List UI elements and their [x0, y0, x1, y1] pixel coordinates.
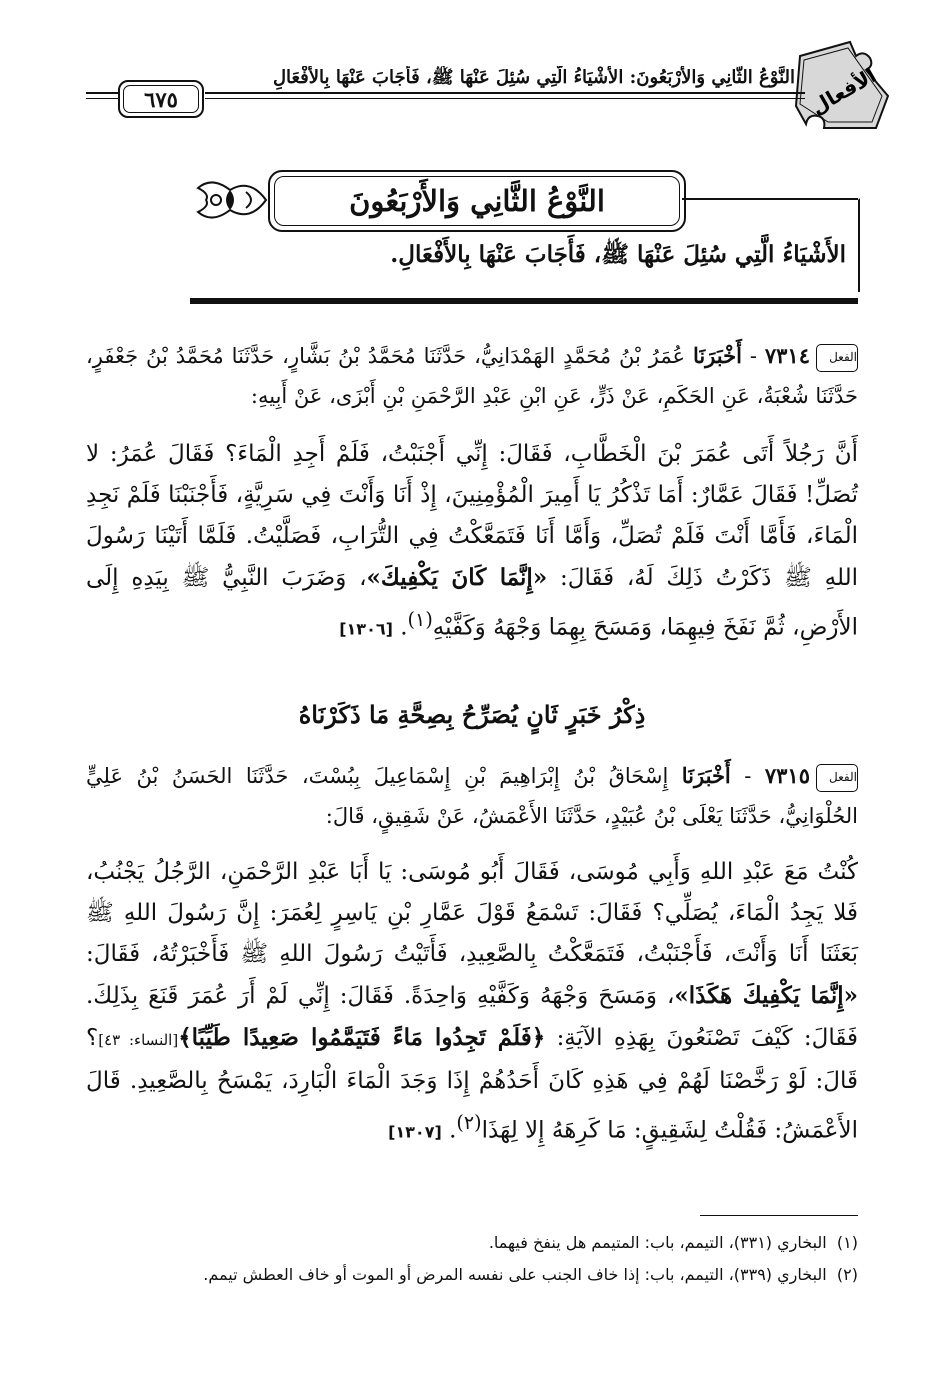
footnote-text: البخاري (٣٣٩)، التيمم، باب: إذا خاف الجنب على نفسه المرض أو الموت أو خاف العطش تيمم. [203, 1265, 827, 1284]
matn-text-2: ، وَضَرَبَ النَّبِيُّ ﷺ بِيَدِهِ إِلَى الأَرْضِ، ثُمَّ نَفَخَ فِيهِمَا، وَمَسَحَ بِهِمَا وَجْهَهُ وَكَفَّيْهِ [86, 565, 858, 641]
page-number [118, 80, 204, 118]
matn-text: أَنَّ رَجُلاً أَتَى عُمَرَ بْنَ الْخَطَّابِ، فَقَالَ: إِنِّي أَجْنَبْتُ، فَلَمْ أَجِدِ الْمَاءَ؟ فَقَالَ عُمَرُ: لا تُصَلِّ! فَقَالَ عَمَّارٌ: أَمَا تَذْكُرُ يَا أَمِيرَ الْمُؤْمِنِينَ، إِذْ أَنَا وَأَنْتَ فِي سَرِيَّةٍ، فَأَجْنَبْنَا فَلَمْ نَجِدِ الْمَاءَ، فَأَمَّا أَنْتَ فَلَمْ تُصَلِّ، وَأَمَّا أَنَا فَتَمَعَّكْتُ فِي التُّرَابِ، فَصَلَّيْتُ. فَلَمَّا أَتَيْنَا رَسُولَ اللهِ ﷺ ذَكَرْتُ ذَلِكَ لَهُ، فَقَالَ: [86, 441, 858, 591]
hadith-7314-isnad: الفعل٧٣١٤ - أَخْبَرَنَا عُمَرُ بْنُ مُحَمَّدٍ الهَمْدَانِيُّ، حَدَّثَنَا مُحَمَّدُ بْنُ بَشَّارٍ، حَدَّثَنَا مُحَمَّدُ بْنُ جَعْفَرٍ، حَدَّثَنَا شُعْبَةُ، عَنِ الحَكَمِ، عَنْ ذَرٍّ، عَنِ ابْنِ عَبْدِ الرَّحْمَنِ بْنِ أَبْزَى، عَنْ أَبِيهِ: [86, 343, 858, 408]
header-rule-left-top [86, 92, 120, 94]
matn-text: كُنْتُ مَعَ عَبْدِ اللهِ وَأَبِي مُوسَى، فَقَالَ أَبُو مُوسَى: يَا أَبَا عَبْدِ الرَّحْمَنِ، الرَّجُلُ يَجْنُبُ، فَلا يَجِدُ الْمَاءَ، يُصَلِّي؟ فَقَالَ: تَسْمَعُ قَوْلَ عَمَّارِ بْنِ يَاسِرٍ لِعُمَرَ: إِنَّ رَسُولَ اللهِ ﷺ بَعَثَنَا أَنَا وَأَنْتَ، فَأَجْنَبْتُ، فَتَمَعَّكْتُ بِالصَّعِيدِ، فَأَتَيْتُ رَسُولَ اللهِ ﷺ فَأَخْبَرْتُهُ، فَقَالَ: [86, 859, 858, 967]
prophet-quote: «إِنَّمَا يَكْفِيكَ هَكَذَا» [674, 982, 858, 1009]
hadith-7315-isnad: الفعل٧٣١٥ - أَخْبَرَنَا إِسْحَاقُ بْنُ إِبْرَاهِيمَ بْنِ إِسْمَاعِيلَ بِبُسْتَ، حَدَّثَنَا الحَسَنُ بْنُ عَلِيٍّ الحُلْوَانِيُّ، حَدَّثَنَا يَعْلَى بْنُ عُبَيْدٍ، حَدَّثَنَا الأَعْمَشُ، عَنْ شَقِيقٍ، قَالَ: [86, 763, 858, 828]
chapter-title [268, 170, 686, 232]
isnad-text: إِسْحَاقُ بْنُ إِبْرَاهِيمَ بْنِ إِسْمَاعِيلَ بِبُسْتَ، حَدَّثَنَا الحَسَنُ بْنُ عَلِيٍّ الحُلْوَانِيُّ، حَدَّثَنَا يَعْلَى بْنُ عُبَيْدٍ، حَدَّثَنَا الأَعْمَشُ، عَنْ شَقِيقٍ، قَالَ: [86, 764, 858, 828]
section-heading: ذِكْرُ خَبَرٍ ثَانٍ يُصَرِّحُ بِصِحَّةِ مَا ذَكَرْنَاهُ [298, 700, 646, 729]
footnote-mark[interactable]: (١) [407, 608, 433, 631]
header-rule-left-bottom [86, 98, 120, 99]
hadith-icon: الفعل [816, 764, 858, 792]
header-rule-top [205, 92, 805, 94]
prophet-quote: «إِنَّمَا كَانَ يَكْفِيكَ» [366, 564, 548, 591]
footnote-1 [86, 1228, 858, 1258]
isnad-text: عُمَرُ بْنُ مُحَمَّدٍ الهَمْدَانِيُّ، حَدَّثَنَا مُحَمَّدُ بْنُ بَشَّارٍ، حَدَّثَنَا مُحَمَّدُ بْنُ جَعْفَرٍ، حَدَّثَنَا شُعْبَةُ، عَنِ الحَكَمِ، عَنْ ذَرٍّ، عَنِ ابْنِ عَبْدِ الرَّحْمَنِ بْنِ أَبْزَى، عَنْ أَبِيهِ: [86, 344, 858, 408]
chapter-title-text: النَّوْعُ الثَّانِي وَالأَرْبَعُونَ [349, 184, 605, 218]
chapter-subtitle: الأَشْيَاءُ الَّتِي سُئِلَ عَنْهَا ﷺ، فَأَجَابَ عَنْهَا بِالأَفْعَالِ. [390, 241, 846, 268]
hadith-reference: [١٣٠٧] [388, 1122, 442, 1142]
matn-end: . [449, 1117, 457, 1144]
chapter-frame-top [682, 198, 858, 200]
matn-end: . [400, 614, 408, 641]
badge-label: الأفعال [806, 62, 881, 120]
matn-text-3: ؟ قَالَ: لَوْ رَخَّصْنَا لَهُمْ فِي هَذِهِ كَانَ أَحَدُهُمْ إِذَا وَجَدَ الْمَاءَ الْبَارِدَ، يَمْسَحُ بِالصَّعِيدِ. قَالَ الأَعْمَشُ: فَقُلْتُ لِشَقِيقٍ: مَا كَرِهَهُ إِلا لِهَذَا [86, 1025, 858, 1144]
section-badge [790, 36, 898, 136]
hadith-reference: [١٣٠٦] [339, 619, 393, 639]
footnote-text: البخاري (٣٣١)، التيمم، باب: المتيمم هل ينفخ فيهما. [488, 1233, 827, 1252]
footnote-mark: (١) [836, 1233, 858, 1252]
header-rule-bottom [205, 98, 805, 99]
hadith-number: ٧٣١٤ [764, 343, 810, 368]
footnote-mark: (٢) [836, 1265, 858, 1284]
ayah-reference: [النساء: ٤٣] [98, 1031, 179, 1049]
akhbarana: أَخْبَرَنَا [681, 763, 731, 788]
footnote-separator [700, 1215, 858, 1216]
page-number-text: ٦٧٥ [144, 86, 178, 112]
running-title: النَّوْعُ الثَّانِي وَالأَرْبَعُونَ: الأَشْيَاءُ الَّتِي سُئِلَ عَنْهَا ﷺ، فَأَجَابَ عَنْهَا بِالأَفْعَالِ [272, 67, 795, 88]
ornament-icon [190, 172, 270, 228]
hadith-7315-matn [86, 852, 858, 1153]
akhbarana: أَخْبَرَنَا [692, 343, 742, 368]
chapter-divider [190, 298, 858, 304]
footnote-2 [86, 1260, 858, 1290]
hadith-icon: الفعل [816, 344, 858, 372]
matn-text-2: ، وَمَسَحَ وَجْهَهُ وَكَفَّيْهِ وَاحِدَةً. فَقَالَ: إِنِّي لَمْ أَرَ عُمَرَ قَنَعَ بِذَلِكَ. فَقَالَ: كَيْفَ تَصْنَعُونَ بِهَذِهِ الآيَةِ: [86, 983, 859, 1051]
hadith-7314-matn [86, 434, 858, 650]
quran-ayah: ﴿فَلَمْ تَجِدُوا مَاءً فَتَيَمَّمُوا صَعِيدًا طَيِّبًا﴾ [178, 1024, 546, 1051]
hadith-number: ٧٣١٥ [764, 763, 810, 788]
footnote-mark[interactable]: (٢) [456, 1111, 482, 1134]
